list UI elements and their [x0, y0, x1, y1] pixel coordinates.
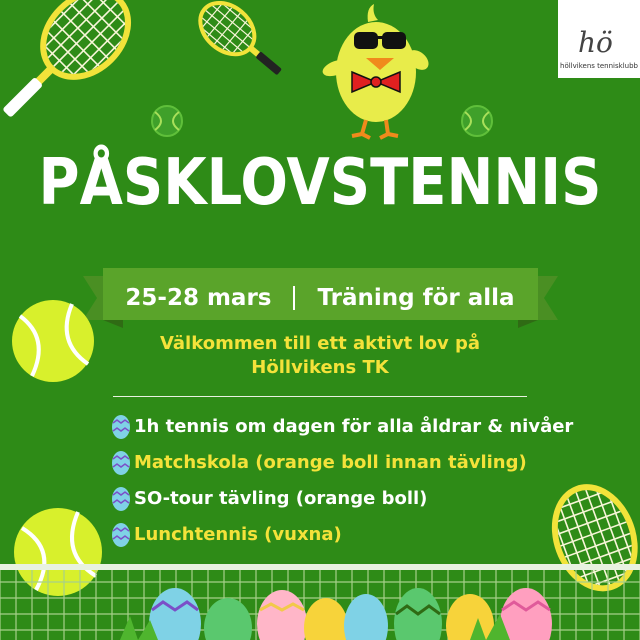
- tennis-racket-icon: [0, 0, 140, 130]
- easter-egg-icon: [110, 483, 132, 513]
- list-item: [110, 408, 630, 444]
- welcome-line-1: Välkommen till ett aktivt lov på: [159, 333, 481, 354]
- list-item: [110, 444, 630, 480]
- easter-egg-icon: [344, 594, 388, 640]
- easter-egg-icon: [149, 588, 201, 640]
- welcome-line-2: Höllvikens TK: [251, 357, 389, 378]
- svg-text:hö: hö: [578, 26, 613, 59]
- banner-separator: [293, 286, 295, 310]
- tennis-net-icon: [0, 558, 640, 640]
- list-item-label: 1h tennis om dagen för alla åldrar & nivåer: [134, 415, 574, 437]
- tennis-ball-icon: [460, 104, 494, 138]
- easter-egg-icon: [204, 598, 252, 640]
- easter-egg-icon: [110, 411, 132, 441]
- list-item-label: Matchskola (orange boll innan tävling): [134, 451, 527, 473]
- club-logo: [558, 0, 640, 78]
- list-item-label: SO-tour tävling (orange boll): [134, 487, 428, 509]
- banner-dates: 25-28 mars: [125, 285, 272, 311]
- divider: [113, 396, 527, 397]
- welcome-text: [0, 332, 640, 380]
- logo-mark-icon: [574, 22, 624, 62]
- tennis-ball-icon: [150, 104, 184, 138]
- chick-mascot-icon: [318, 0, 438, 150]
- banner-text: [100, 278, 540, 318]
- easter-egg-icon: [304, 598, 348, 640]
- banner-tagline: Träning för alla: [317, 285, 515, 311]
- easter-egg-icon: [110, 519, 132, 549]
- list-item-label: Lunchtennis (vuxna): [134, 523, 342, 545]
- easter-egg-icon: [110, 447, 132, 477]
- page-title: PÅSKLOVSTENNIS: [38, 145, 602, 220]
- easter-egg-icon: [446, 594, 494, 640]
- logo-text: höllvikens tennisklubb: [560, 62, 638, 70]
